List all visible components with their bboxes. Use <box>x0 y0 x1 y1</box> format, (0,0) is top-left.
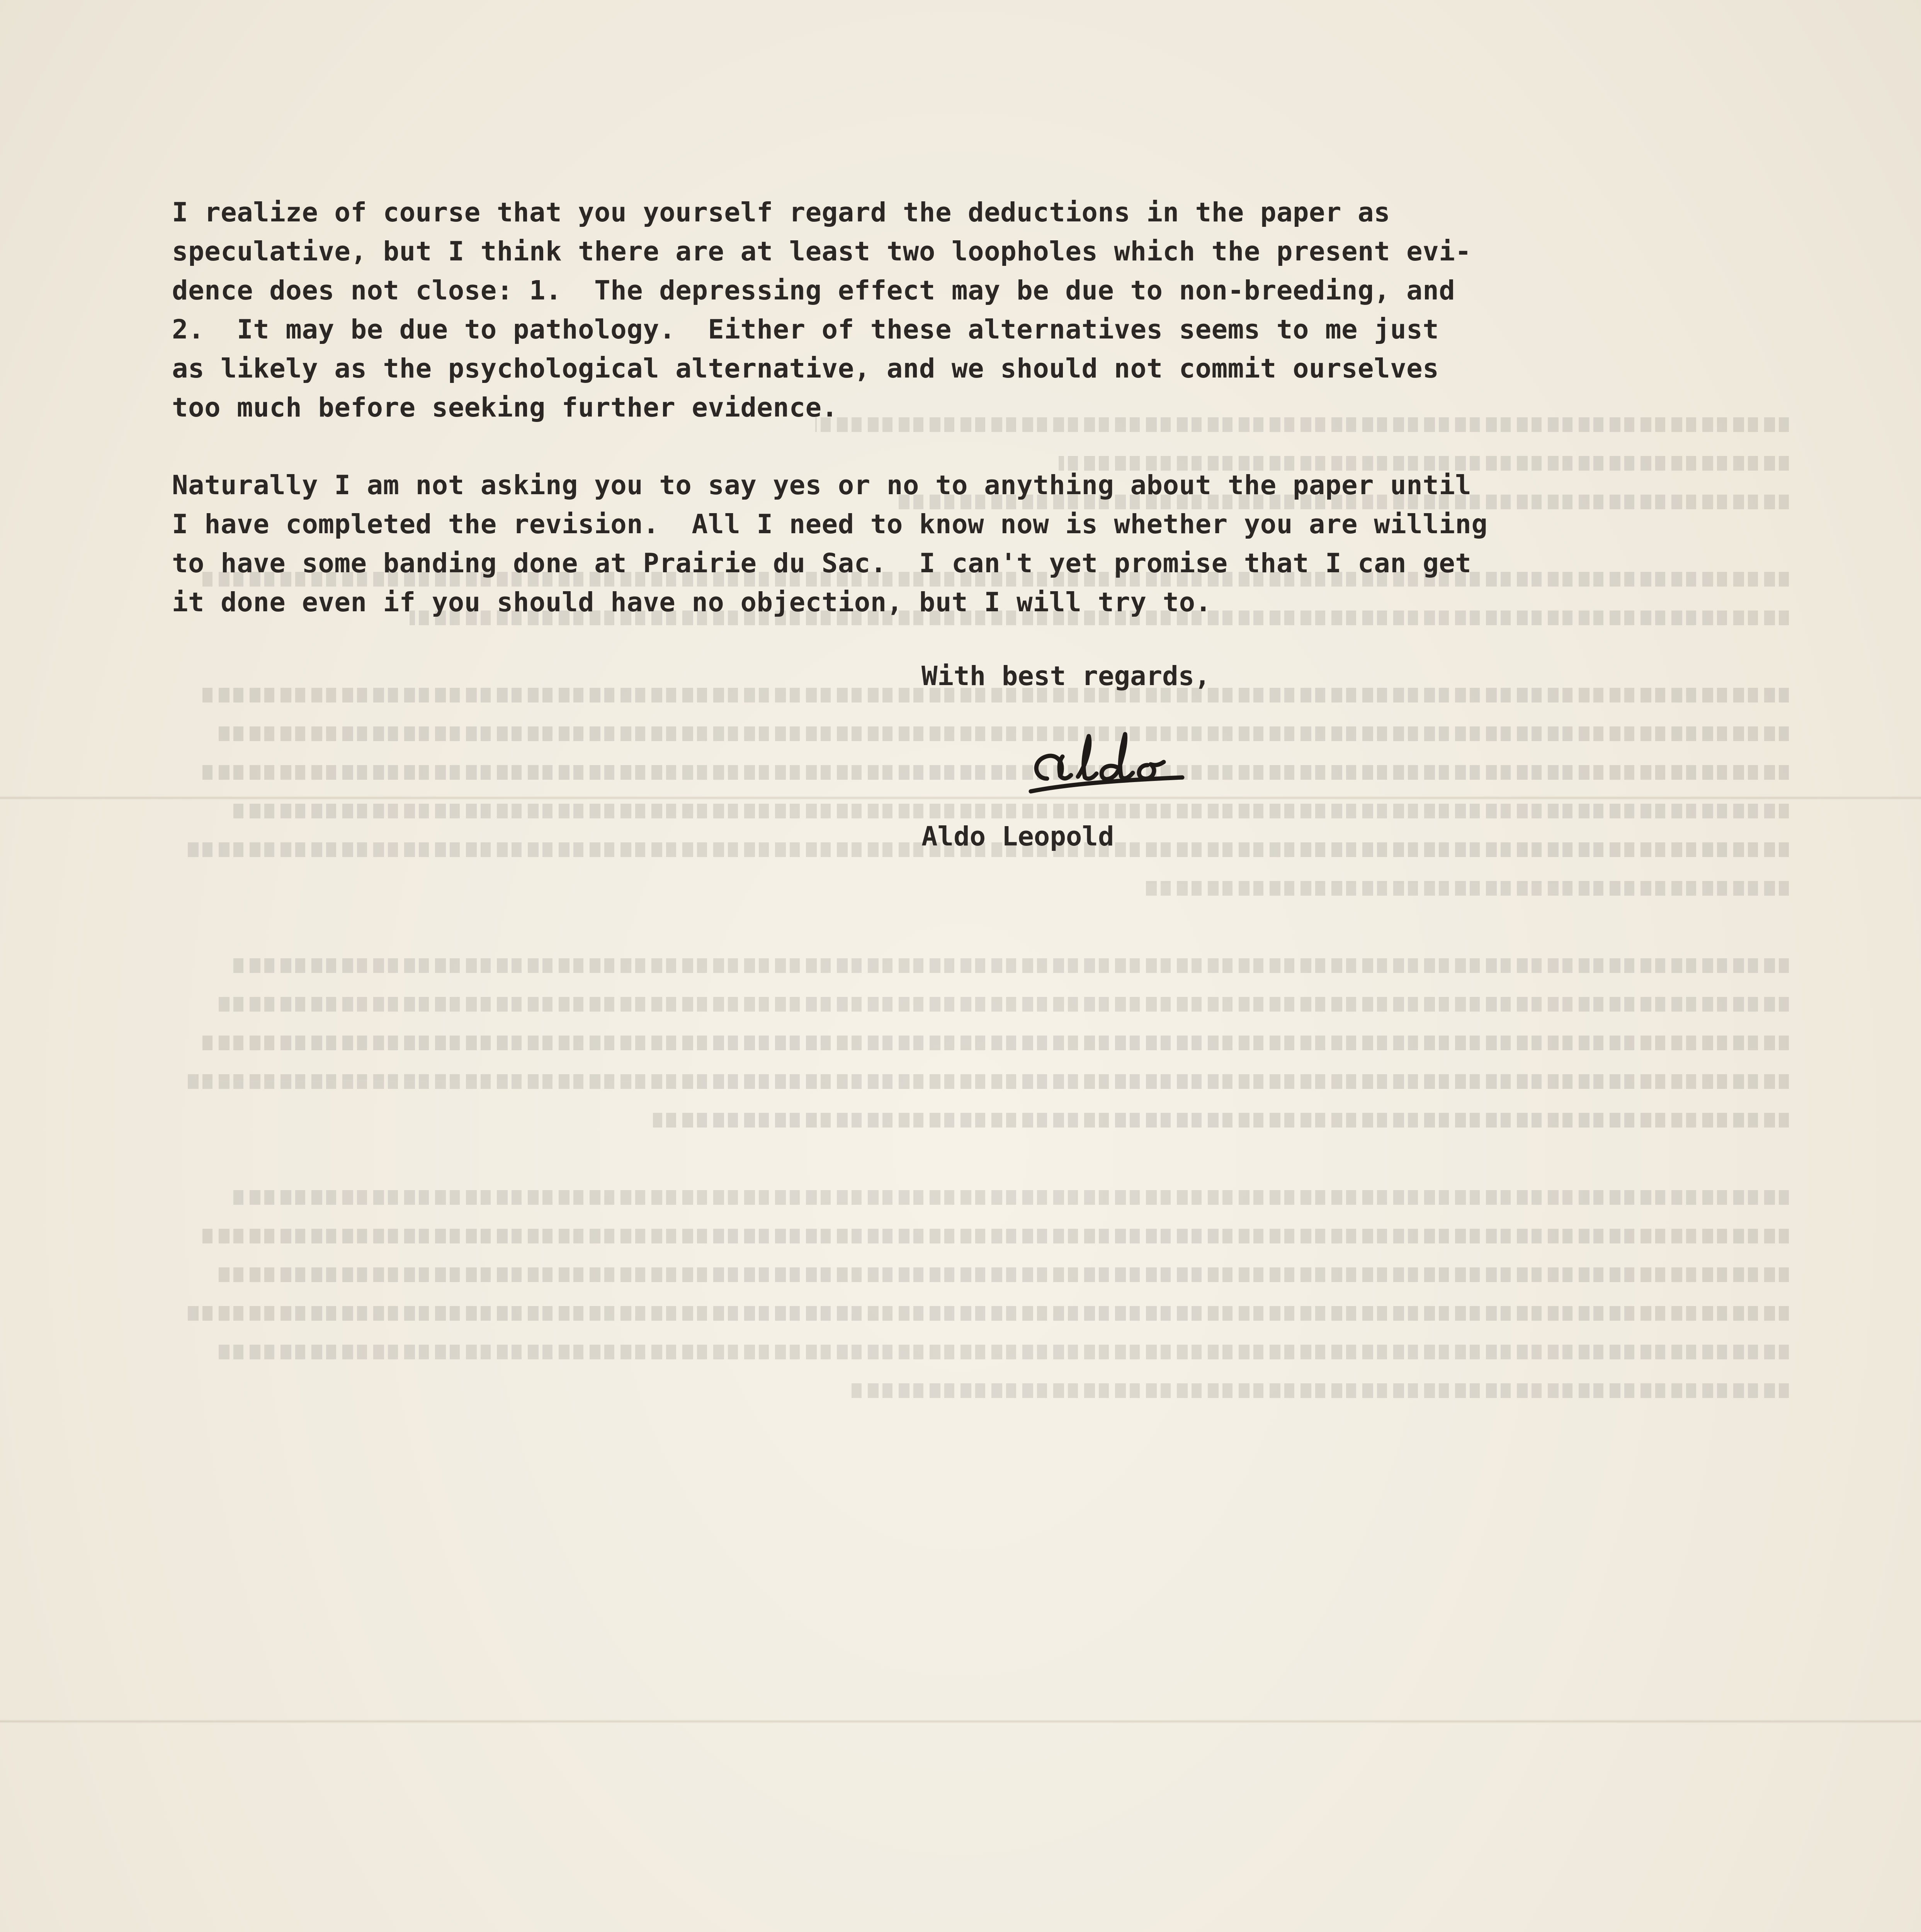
text-line: too much before seeking further evidence. <box>172 392 838 423</box>
text-line: it done even if you should have no objection, but I will try to. <box>172 587 1212 618</box>
handwritten-signature <box>1020 726 1190 800</box>
signer-name: Aldo Leopold <box>921 821 1114 852</box>
closing-salutation: With best regards, <box>921 661 1210 692</box>
paragraph <box>172 466 1764 622</box>
paragraph <box>172 193 1764 427</box>
text-line: dence does not close: 1. The depressing effect may be due to non-breeding, and <box>172 275 1455 306</box>
text-line: Naturally I am not asking you to say yes or no to anything about the paper until <box>172 470 1472 501</box>
text-line: speculative, but I think there are at least two loopholes which the present evi- <box>172 236 1472 267</box>
text-line: I have completed the revision. All I need to know now is whether you are willing <box>172 509 1488 540</box>
text-line: I realize of course that you yourself regard the deductions in the paper as <box>172 197 1391 228</box>
text-line: as likely as the psychological alternative, and we should not commit ourselves <box>172 353 1439 384</box>
letter-body <box>172 193 1764 622</box>
paper-fold-crease <box>0 1719 1921 1723</box>
paper-fold-crease <box>0 796 1921 800</box>
text-line: to have some banding done at Prairie du Sac. I can't yet promise that I can get <box>172 548 1472 579</box>
reverse-side-bleed-through <box>166 417 1789 1932</box>
text-line: 2. It may be due to pathology. Either of these alternatives seems to me just <box>172 314 1439 345</box>
